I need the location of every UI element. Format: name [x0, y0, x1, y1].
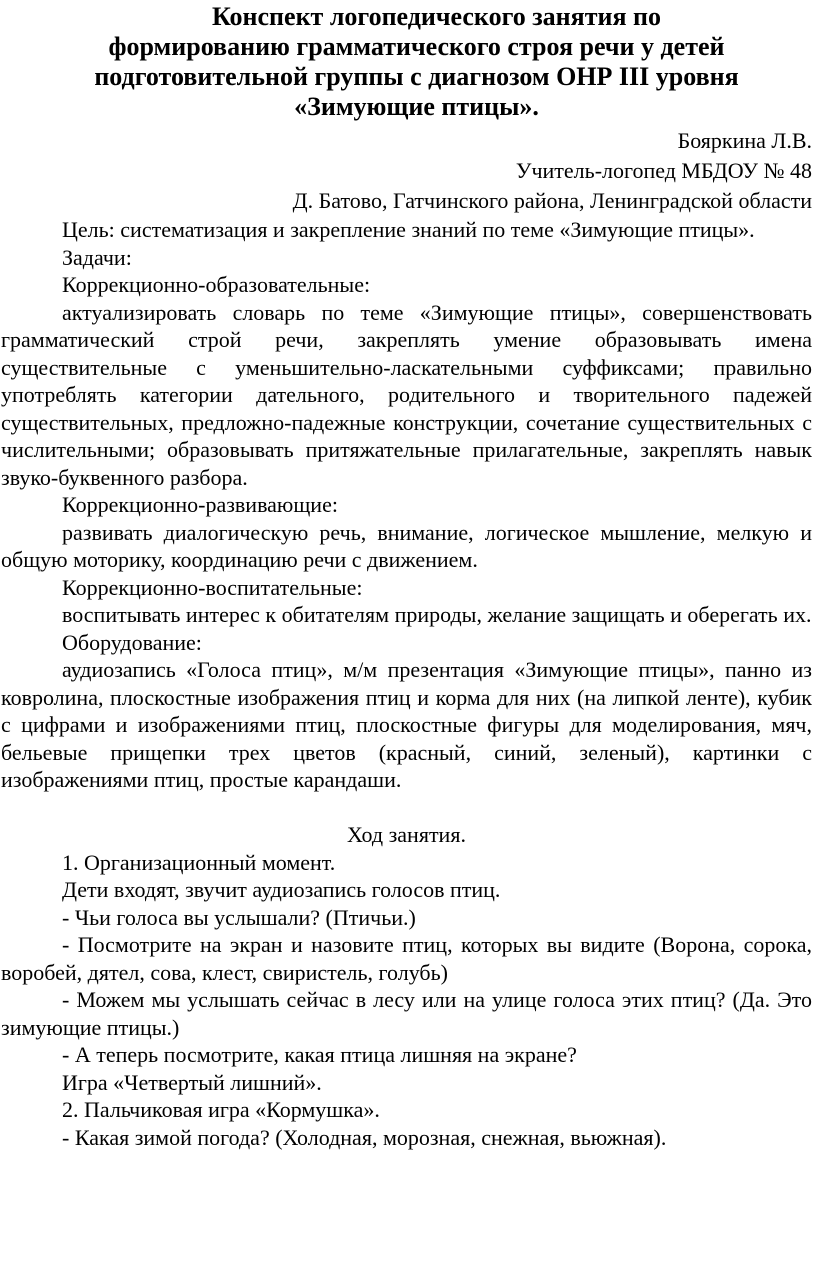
correctional-upbringing-label: Коррекционно-воспитательные:: [62, 574, 363, 600]
author-position: Учитель-логопед МБДОУ № 48: [515, 158, 812, 183]
title-line-1: Конспект логопедического занятия по: [211, 2, 662, 31]
lesson-line: 1. Организационный момент.: [62, 849, 336, 875]
title-line-2: формированию грамматического строя речи у детей: [108, 32, 725, 61]
correctional-developing-text: развивать диалогическую речь, внимание, логическое мышление, мелкую и общую моторику, координацию речи с движением.: [1, 519, 812, 572]
document-title: [1, 2, 812, 122]
lesson-line: 2. Пальчиковая игра «Кормушка».: [62, 1097, 380, 1122]
title-line-3: подготовительной группы с диагнозом ОНР III уровня: [94, 62, 739, 91]
section-spacer: [1, 794, 812, 822]
goal-paragraph: Цель: систематизация и закрепление знаний по теме «Зимующие птицы».: [62, 217, 755, 242]
author-name: Бояркина Л.В.: [677, 128, 812, 153]
correctional-educational-text: актуализировать словарь по теме «Зимующие птицы», совершенствовать грамматический строй речи, закреплять умение образовывать имена существительные с уменьшительно-ласкательными суффиксами; правильно употреблять категории дательного, родительного и творительного падежей существительных, предложно-падежные конструкции, сочетание существительных с числительными; образовывать притяжательные прилагательные, закреплять навык звуко-буквенного разбора.: [1, 299, 812, 490]
correctional-developing-label: Коррекционно-развивающие:: [62, 492, 338, 517]
author-block: [1, 126, 812, 216]
equipment-text: аудиозапись «Голоса птиц», м/м презентация «Зимующие птицы», панно из ковролина, плоскостные изображения птиц и корма для них (на липкой ленте), кубик с цифрами и изображениями птиц, плоскостные фигуры для моделирования, мяч, бельевые прищепки трех цветов (красный, синий, зеленый), картинки с изображениями птиц, простые карандаши.: [1, 657, 812, 792]
lesson-line: - Чьи голоса вы услышали? (Птичьи.): [62, 904, 416, 930]
lesson-line: - Посмотрите на экран и назовите птиц, которых вы видите (Ворона, сорока, воробей, дятел, сова, клест, свиристель, голубь): [1, 932, 812, 985]
tasks-label: Задачи:: [62, 244, 132, 270]
lesson-heading: Ход занятия.: [347, 822, 466, 847]
author-location: Д. Батово, Гатчинского района, Ленинградской области: [292, 188, 812, 213]
lesson-line: Дети входят, звучит аудиозапись голосов птиц.: [62, 877, 501, 902]
correctional-educational-label: Коррекционно-образовательные:: [62, 272, 371, 297]
lesson-line: Игра «Четвертый лишний».: [62, 1069, 322, 1095]
lesson-line: - Какая зимой погода? (Холодная, морозная, снежная, вьюжная).: [62, 1124, 667, 1150]
title-line-4: «Зимующие птицы».: [294, 92, 539, 121]
lesson-line: - А теперь посмотрите, какая птица лишняя на экране?: [62, 1042, 577, 1067]
document-page: [0, 2, 816, 1272]
equipment-label: Оборудование:: [62, 629, 202, 655]
lesson-line: - Можем мы услышать сейчас в лесу или на улице голоса этих птиц? (Да. Это зимующие птицы.): [1, 987, 812, 1040]
correctional-upbringing-text: воспитывать интерес к обитателям природы, желание защищать и оберегать их.: [62, 602, 812, 627]
